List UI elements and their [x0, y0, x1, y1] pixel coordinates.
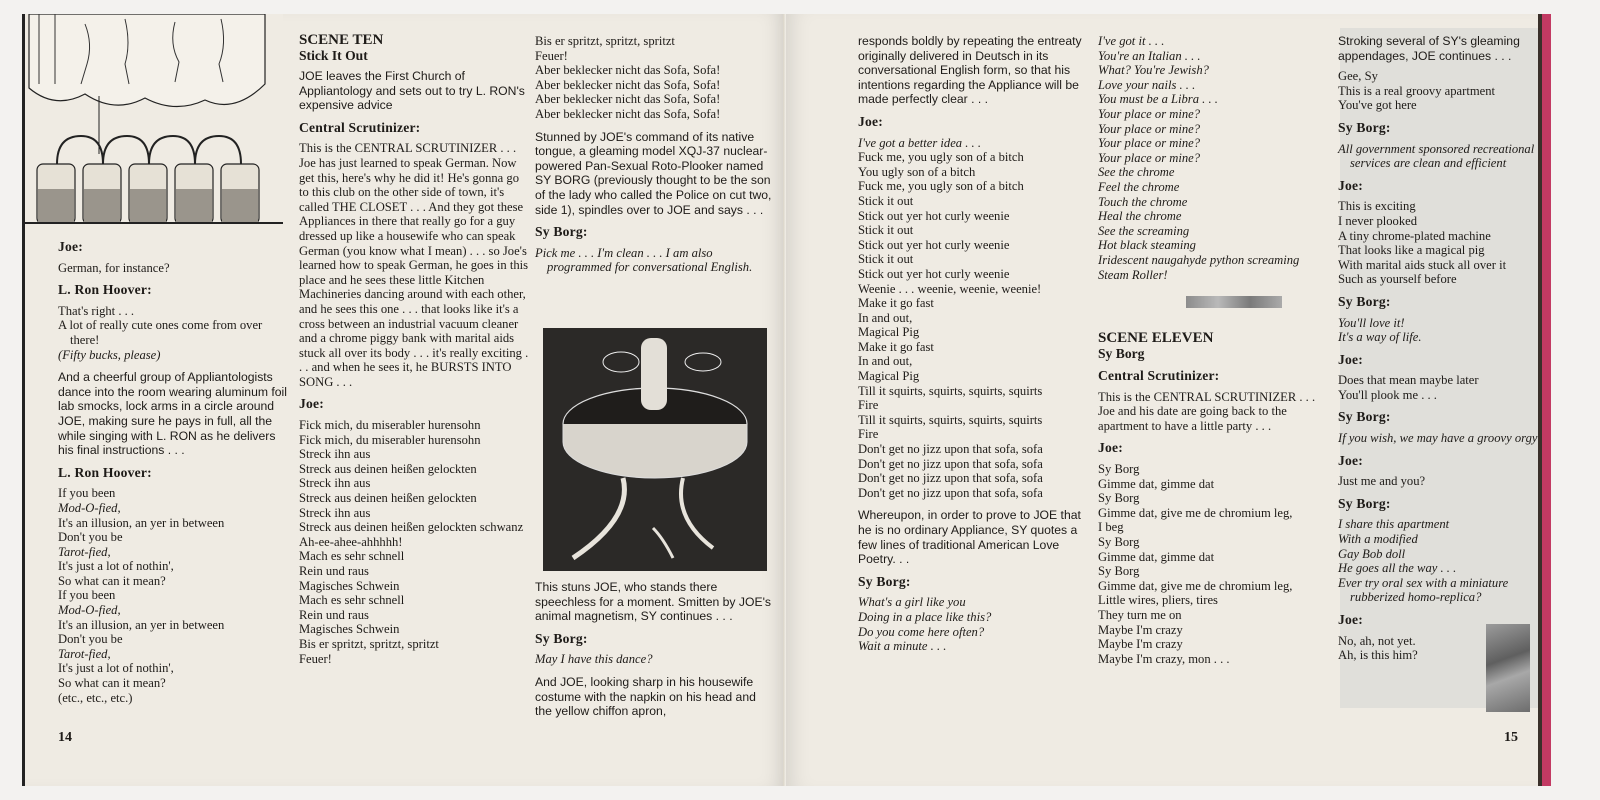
- speaker-label: Joe:: [58, 239, 83, 254]
- song-line: Fire: [858, 427, 879, 442]
- stage-direction: And a cheerful group of Appliantologists dance into the room wearing aluminum foil lab smocks, lock arms in a circle around JOE, making sure he pays in full, all the while singing with L. RON as he delivers his final instructions . . .: [58, 370, 287, 458]
- song-line: In and out,: [858, 310, 913, 325]
- speaker-label: Joe:: [1338, 177, 1363, 193]
- song-line: Magisches Schwein: [299, 578, 400, 593]
- song-line: Stick it out: [858, 193, 914, 208]
- song-line: You must be a Libra . . .: [1098, 92, 1218, 107]
- song-line: Stick out yer hot curly weenie: [858, 266, 1010, 281]
- song-line: (etc., etc., etc.): [58, 690, 133, 705]
- song-line: With marital aids stuck all over it: [1338, 257, 1507, 272]
- song-line: I've got it . . .: [1098, 34, 1165, 48]
- speaker-label: Central Scrutinizer:: [299, 119, 421, 135]
- song-line: Aber beklecker nicht das Sofa, Sofa!: [535, 77, 721, 92]
- song-line: Steam Roller!: [1098, 267, 1168, 282]
- column-6: [1338, 34, 1538, 663]
- song-line: Magisches Schwein: [299, 622, 400, 637]
- song-line: Fick mich, du miserabler hurensohn: [299, 432, 481, 447]
- speaker-label: L. Ron Hoover:: [58, 464, 152, 480]
- song-line: Mach es sehr schnell: [299, 549, 405, 564]
- song-line: Maybe I'm crazy: [1098, 622, 1183, 637]
- stage-direction: Stroking several of SY's gleaming appendages, JOE continues . . .: [1338, 34, 1520, 63]
- song-line: This is exciting: [1338, 199, 1416, 214]
- song-line: Such as yourself before: [1338, 272, 1457, 287]
- song-line: Bis er spritzt, spritzt, spritzt: [535, 34, 675, 48]
- song-line: Bis er spritzt, spritzt, spritzt: [299, 636, 439, 651]
- sy-borg-machine-illustration: [543, 328, 767, 571]
- song-line: If you been: [58, 588, 116, 603]
- speaker-label: Joe:: [1338, 452, 1363, 468]
- song-line: Streck aus deinen heißen gelockten: [299, 491, 477, 506]
- song-line: See the chrome: [1098, 165, 1175, 180]
- song-line: This is a real groovy apartment: [1338, 83, 1496, 98]
- song-line: You've got here: [1338, 98, 1417, 113]
- song-line: In and out,: [858, 354, 913, 369]
- scene-heading: SCENE ELEVEN: [1098, 330, 1214, 347]
- song-line: Gee, Sy: [1338, 69, 1378, 84]
- song-line: Aber beklecker nicht das Sofa, Sofa!: [535, 92, 721, 107]
- stage-direction: And JOE, looking sharp in his housewife costume with the napkin on his head and the yellow chiffon apron,: [535, 674, 756, 719]
- song-line: Wait a minute . . .: [858, 639, 947, 654]
- song-line: Maybe I'm crazy: [1098, 637, 1183, 652]
- song-line: Little wires, pliers, tires: [1098, 593, 1218, 608]
- song-line: Tarot-fied,: [58, 544, 111, 559]
- song-line: It's just a lot of nothin',: [58, 661, 174, 676]
- page-number: 14: [58, 730, 72, 745]
- speaker-label: Sy Borg:: [1338, 293, 1391, 309]
- song-line: Fuck me, you ugly son of a bitch: [858, 179, 1024, 194]
- song-line: That looks like a magical pig: [1338, 243, 1485, 258]
- song-line: Sy Borg: [1098, 462, 1140, 477]
- song-line: That's right . . .: [58, 303, 135, 318]
- song-line: Does that mean maybe later: [1338, 373, 1479, 388]
- song-line: Don't get no jizz upon that sofa, sofa: [858, 442, 1043, 457]
- song-line: Tarot-fied,: [58, 646, 111, 661]
- song-line: Gay Bob doll: [1338, 546, 1406, 561]
- song-line: Stick it out: [858, 252, 914, 267]
- song-line: It's just a lot of nothin',: [58, 559, 174, 574]
- song-line: No, ah, not yet.: [1338, 633, 1416, 648]
- speaker-label: Sy Borg:: [1338, 495, 1391, 511]
- song-line: Make it go fast: [858, 339, 934, 354]
- song-line: So what can it mean?: [58, 676, 166, 691]
- song-line: If you wish, we may have a groovy orgy: [1338, 431, 1538, 446]
- song-line: Feuer!: [535, 48, 568, 63]
- stage-direction: JOE leaves the First Church of Appliantology and sets out to try L. RON's expensive advice: [299, 69, 525, 113]
- song-line: Gimme dat, gimme dat: [1098, 476, 1215, 491]
- speaker-label: Sy Borg:: [535, 630, 588, 646]
- page-14: [22, 14, 787, 786]
- song-line: Gimme dat, give me de chromium leg,: [1098, 505, 1293, 520]
- stage-direction: Stunned by JOE's command of its native tongue, a gleaming model XQJ-37 nuclear-powered Pan-Sexual Roto-Plooker named SY BORG (previously thought to be the son of the lady who called the Police on cut two, side 1), spindles over to JOE and says . . .: [535, 129, 772, 217]
- booklet-spread: [22, 14, 1550, 786]
- song-line: Do you come here often?: [858, 624, 985, 639]
- song-line: Your place or mine?: [1098, 121, 1201, 136]
- speaker-label: Sy Borg:: [1338, 119, 1391, 135]
- speaker-label: Sy Borg:: [858, 573, 911, 589]
- song-line: Mach es sehr schnell: [299, 593, 405, 608]
- song-line: Don't get no jizz upon that sofa, sofa: [858, 456, 1043, 471]
- song-line: Don't get no jizz upon that sofa, sofa: [858, 471, 1043, 486]
- song-line: I never plooked: [1338, 213, 1418, 228]
- page-15: [786, 14, 1538, 786]
- song-line: Rein und raus: [299, 564, 369, 578]
- page-number: 15: [1504, 730, 1518, 745]
- song-line: Hot black steaming: [1098, 238, 1196, 253]
- song-line: Streck ihn aus: [299, 476, 371, 491]
- speaker-label: Joe:: [858, 113, 883, 129]
- photo-strip: [1186, 296, 1282, 308]
- song-line: Stick it out: [858, 223, 914, 238]
- song-line: You ugly son of a bitch: [858, 164, 976, 179]
- song-line: Aber beklecker nicht das Sofa, Sofa!: [535, 63, 721, 78]
- song-line: (Fifty bucks, please): [58, 347, 161, 362]
- song-line: Your place or mine?: [1098, 106, 1201, 121]
- song-line: Maybe I'm crazy, mon . . .: [1098, 651, 1230, 666]
- speaker-label: Sy Borg:: [535, 224, 588, 240]
- song-line: What? You're Jewish?: [1098, 63, 1209, 78]
- speaker-label: Joe:: [1338, 612, 1363, 627]
- song-line: With a modified: [1338, 532, 1418, 547]
- lab-bottles-illustration: [25, 14, 283, 224]
- song-line: Sy Borg: [1098, 564, 1140, 579]
- song-line: Till it squirts, squirts, squirts, squirts: [858, 412, 1043, 427]
- narration: This is the CENTRAL SCRUTINIZER . . . Joe and his date are going back to the apartment to have a little party . . .: [1098, 389, 1316, 433]
- song-line: You'll plook me . . .: [1338, 387, 1437, 402]
- column-2: [299, 32, 531, 666]
- song-line: If you been: [58, 486, 116, 501]
- song-line: Doing in a place like this?: [858, 609, 992, 624]
- song-line: You'll love it!: [1338, 315, 1405, 330]
- song-line: Rein und raus: [299, 607, 369, 622]
- song-line: Fire: [858, 398, 879, 413]
- stage-direction: Whereupon, in order to prove to JOE that he is no ordinary Appliance, SY quotes a few lines of traditional American Love Poetry. . .: [858, 508, 1081, 567]
- song-line: A tiny chrome-plated machine: [1338, 228, 1491, 243]
- song-line: Make it go fast: [858, 296, 934, 311]
- song-line: You're an Italian . . .: [1098, 48, 1201, 63]
- cover-edge: [1542, 14, 1551, 786]
- song-line: Heal the chrome: [1098, 209, 1182, 224]
- column-4: [858, 34, 1088, 654]
- song-line: They turn me on: [1098, 608, 1182, 622]
- song-line: A lot of really cute ones come from over there!: [58, 318, 263, 347]
- speaker-label: Joe:: [1098, 440, 1123, 456]
- song-line: Gimme dat, gimme dat: [1098, 549, 1215, 564]
- speaker-label: Sy Borg:: [1338, 409, 1391, 425]
- song-line: Touch the chrome: [1098, 194, 1188, 209]
- song-line: Don't you be: [58, 530, 123, 545]
- song-line: Streck aus deinen heißen gelockten: [299, 461, 477, 476]
- song-line: Your place or mine?: [1098, 136, 1201, 151]
- speaker-label: Joe:: [299, 396, 324, 412]
- song-line: He goes all the way . . .: [1338, 561, 1457, 576]
- column-3-bottom: [535, 580, 773, 723]
- song-line: Magical Pig: [858, 369, 920, 384]
- song-line: Ah-ee-ahee-ahhhhh!: [299, 534, 403, 549]
- scene-title: Sy Borg: [1098, 346, 1145, 362]
- photo-fragment: [1486, 624, 1530, 712]
- scene-heading: SCENE TEN: [299, 32, 384, 48]
- song-line: Aber beklecker nicht das Sofa, Sofa!: [535, 106, 721, 121]
- song-line: Don't you be: [58, 632, 123, 647]
- stage-direction: This stuns JOE, who stands there speechless for a moment. Smitten by JOE's animal magnetism, SY continues . . .: [535, 580, 772, 624]
- song-line: Sy Borg: [1098, 491, 1140, 506]
- song-line: So what can it mean?: [58, 573, 166, 588]
- song-line: Don't get no jizz upon that sofa, sofa: [858, 485, 1043, 500]
- song-line: Streck aus deinen heißen gelockten schwanz: [299, 520, 524, 535]
- scene-title: Stick It Out: [299, 48, 368, 63]
- column-5: [1098, 34, 1324, 666]
- song-line: Just me and you?: [1338, 474, 1426, 489]
- speaker-label: L. Ron Hoover:: [58, 282, 152, 298]
- song-line: It's a way of life.: [1338, 330, 1422, 345]
- song-line: Ever try oral sex with a miniature rubberized homo-replica?: [1338, 575, 1509, 605]
- column-3: [535, 34, 773, 275]
- song-line: Streck ihn aus: [299, 505, 371, 520]
- stage-direction: responds boldly by repeating the entreaty originally delivered in Deutsch in its conversational English form, so that his intentions regarding the Appliance will be made perfectly clear . . .: [858, 34, 1082, 107]
- song-line: Ah, is this him?: [1338, 648, 1418, 663]
- song-line: Fick mich, du miserabler hurensohn: [299, 418, 481, 433]
- song-line: Till it squirts, squirts, squirts, squirts: [858, 383, 1043, 398]
- song-line: I share this apartment: [1338, 517, 1450, 532]
- song-line: Feel the chrome: [1098, 179, 1180, 194]
- song-line: All government sponsored recreational services are clean and efficient: [1338, 141, 1535, 171]
- song-line: Gimme dat, give me de chromium leg,: [1098, 578, 1293, 593]
- narration: This is the CENTRAL SCRUTINIZER . . . Joe has just learned to speak German. Now get this, here's why he did it! He's gonna go to this club on the other side of town, it's called THE CLOSET . . . And they got these Appliances in there that really go for a guy dressed up like a housewife who can speak German (you know what I mean) . . . so Joe's learned how to speak German, he goes in this place and he sees these little Kitchen Machineries dancing around with each other, and he sees this one . . . that looks like it's a cross between an industrial vacuum cleaner and a chrome piggy bank with marital aids stuck all over its body . . . it's really exciting . . . and when he sees it, he BURSTS INTO SONG . . .: [299, 141, 529, 389]
- song-line: Iridescent naugahyde python screaming: [1098, 252, 1300, 267]
- song-line: Fuck me, you ugly son of a bitch: [858, 150, 1024, 165]
- dialogue-line: Pick me . . . I'm clean . . . I am also programmed for conversational English.: [535, 245, 753, 275]
- song-line: Stick out yer hot curly weenie: [858, 237, 1010, 252]
- speaker-label: Joe:: [1338, 351, 1363, 367]
- song-line: Weenie . . . weenie, weenie, weenie!: [858, 281, 1042, 296]
- dialogue-line: German, for instance?: [58, 260, 170, 275]
- song-line: Mod-O-fied,: [58, 603, 121, 618]
- song-line: Feuer!: [299, 651, 332, 666]
- song-line: Love your nails . . .: [1098, 77, 1196, 92]
- song-line: Streck ihn aus: [299, 447, 371, 462]
- song-line: I beg: [1098, 520, 1124, 535]
- dialogue-line: May I have this dance?: [535, 652, 653, 667]
- column-1: [58, 232, 290, 705]
- song-line: It's an illusion, an yer in between: [58, 515, 225, 530]
- speaker-label: Central Scrutinizer:: [1098, 368, 1220, 384]
- song-line: What's a girl like you: [858, 595, 966, 610]
- song-line: It's an illusion, an yer in between: [58, 617, 225, 632]
- song-line: Your place or mine?: [1098, 150, 1201, 165]
- song-line: Mod-O-fied,: [58, 500, 121, 515]
- song-line: Magical Pig: [858, 325, 920, 340]
- song-line: Stick out yer hot curly weenie: [858, 208, 1010, 223]
- song-line: I've got a better idea . . .: [858, 135, 981, 150]
- song-line: See the screaming: [1098, 223, 1190, 238]
- song-line: Sy Borg: [1098, 535, 1140, 550]
